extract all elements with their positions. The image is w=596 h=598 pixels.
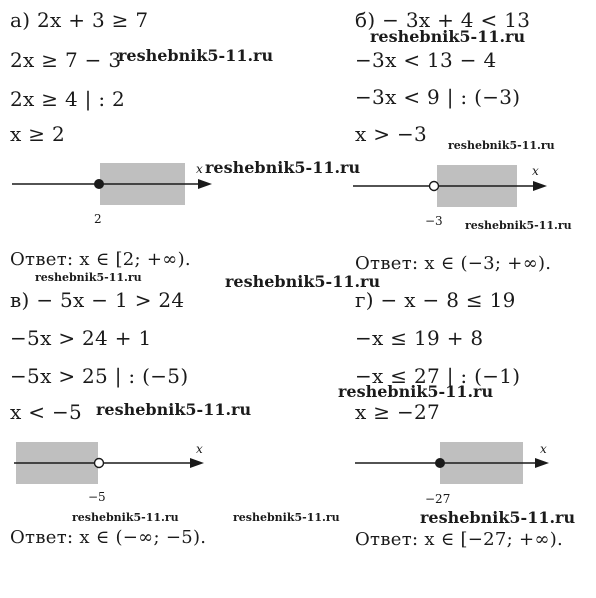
problem-g-line-2: −x ≤ 19 + 8 bbox=[355, 326, 484, 350]
tick-label-g: −27 bbox=[425, 492, 451, 506]
number-line-v bbox=[0, 440, 215, 490]
axis-label-a: x bbox=[196, 162, 203, 176]
open-point-b bbox=[430, 182, 439, 191]
closed-point-g bbox=[435, 458, 445, 468]
problem-a-line-4: x ≥ 2 bbox=[10, 122, 65, 146]
problem-b-line-3: −3x < 9 | : (−3) bbox=[355, 85, 521, 109]
problem-b-line-2: −3x < 13 − 4 bbox=[355, 48, 497, 72]
answer-a: Ответ: x ∈ [2; +∞). bbox=[10, 249, 191, 270]
axis-arrow-v bbox=[190, 458, 204, 468]
number-line-b bbox=[345, 160, 560, 210]
closed-point-a bbox=[94, 179, 104, 189]
number-line-g bbox=[345, 440, 560, 490]
problem-g-line-3: −x ≤ 27 | : (−1) bbox=[355, 364, 521, 388]
axis-arrow-g bbox=[535, 458, 549, 468]
watermark: reshebnik5-11.ru bbox=[72, 511, 179, 524]
answer-g: Ответ: x ∈ [−27; +∞). bbox=[355, 529, 564, 550]
watermark: reshebnik5-11.ru bbox=[35, 271, 142, 284]
tick-label-v: −5 bbox=[88, 490, 106, 504]
watermark: reshebnik5-11.ru bbox=[225, 272, 381, 291]
axis-label-v: x bbox=[196, 442, 203, 456]
problem-a-line-1: а) 2x + 3 ≥ 7 bbox=[10, 8, 149, 32]
problem-v-line-2: −5x > 24 + 1 bbox=[10, 326, 152, 350]
problem-v-line-1: в) − 5x − 1 > 24 bbox=[10, 288, 185, 312]
problem-a-line-3: 2x ≥ 4 | : 2 bbox=[10, 87, 126, 111]
axis-arrow-a bbox=[198, 179, 212, 189]
problem-g-line-4: x ≥ −27 bbox=[355, 400, 441, 424]
answer-b: Ответ: x ∈ (−3; +∞). bbox=[355, 253, 552, 274]
problem-v-line-4: x < −5 bbox=[10, 400, 83, 424]
axis-label-b: x bbox=[532, 164, 539, 178]
open-point-v bbox=[95, 459, 104, 468]
watermark: reshebnik5-11.ru bbox=[233, 511, 340, 524]
problem-v-line-3: −5x > 25 | : (−5) bbox=[10, 364, 189, 388]
problem-g-line-1: г) − x − 8 ≤ 19 bbox=[355, 288, 516, 312]
watermark: reshebnik5-11.ru bbox=[118, 46, 274, 65]
answer-v: Ответ: x ∈ (−∞; −5). bbox=[10, 527, 207, 548]
axis-arrow-b bbox=[533, 181, 547, 191]
watermark: reshebnik5-11.ru bbox=[205, 158, 361, 177]
watermark: reshebnik5-11.ru bbox=[420, 508, 576, 527]
problem-b-line-4: x > −3 bbox=[355, 122, 428, 146]
problem-b-line-1: б) − 3x + 4 < 13 bbox=[355, 8, 531, 32]
problem-a-line-2: 2x ≥ 7 − 3 bbox=[10, 48, 122, 72]
watermark: reshebnik5-11.ru bbox=[370, 27, 526, 46]
watermark: reshebnik5-11.ru bbox=[338, 382, 494, 401]
axis-label-g: x bbox=[540, 442, 547, 456]
watermark: reshebnik5-11.ru bbox=[96, 400, 252, 419]
tick-label-a: 2 bbox=[94, 212, 102, 226]
watermark: reshebnik5-11.ru bbox=[448, 139, 555, 152]
tick-label-b: −3 bbox=[425, 214, 443, 228]
watermark: reshebnik5-11.ru bbox=[465, 219, 572, 232]
